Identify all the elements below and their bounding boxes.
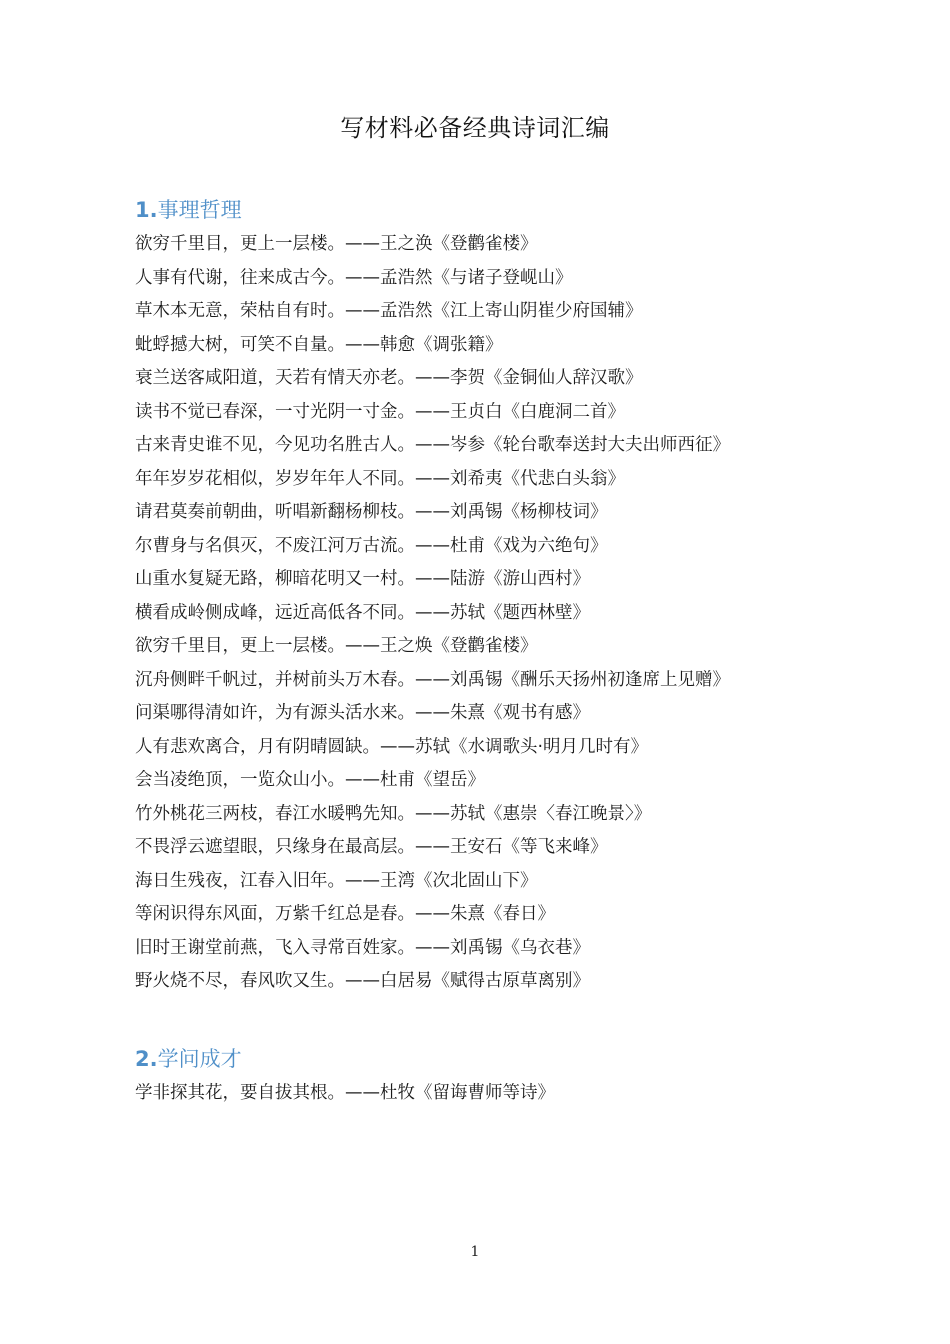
page-number: 1 xyxy=(470,1244,480,1260)
poem-line: 横看成岭侧成峰，远近高低各不同。——苏轼《题西林壁》 xyxy=(135,602,590,623)
poem-line: 古来青史谁不见，今见功名胜古人。——岑参《轮台歌奉送封大夫出师西征》 xyxy=(135,435,730,455)
poem-line: 请君莫奏前朝曲，听唱新翻杨柳枝。——刘禹锡《杨柳枝词》 xyxy=(135,502,608,522)
poem-line: 旧时王谢堂前燕，飞入寻常百姓家。——刘禹锡《乌衣巷》 xyxy=(135,937,590,958)
poem-line: 欲穷千里目，更上一层楼。——王之涣《登鹳雀楼》 xyxy=(135,234,538,254)
poem-line: 学非探其花，要自拔其根。——杜牧《留诲曹师等诗》 xyxy=(135,1083,555,1103)
poem-line: 读书不觉已春深，一寸光阴一寸金。——王贞白《白鹿洞二首》 xyxy=(135,401,625,422)
poem-line: 竹外桃花三两枝，春江水暖鸭先知。——苏轼《惠崇〈春江晚景〉》 xyxy=(135,803,652,824)
poem-line: 野火烧不尽，春风吹又生。——白居易《赋得古原草离别》 xyxy=(135,971,590,991)
poem-line: 人有悲欢离合，月有阴晴圆缺。——苏轼《水调歌头·明月几时有》 xyxy=(135,736,649,757)
poem-line: 衰兰送客咸阳道，天若有情天亦老。——李贺《金铜仙人辞汉歌》 xyxy=(135,368,643,388)
poem-line: 尔曹身与名俱灭，不废江河万古流。——杜甫《戏为六绝句》 xyxy=(135,535,608,556)
page-title: 写材料必备经典诗词汇编 xyxy=(340,114,610,142)
poem-list xyxy=(135,1077,835,1111)
poem-line: 年年岁岁花相似，岁岁年年人不同。——刘希夷《代悲白头翁》 xyxy=(135,468,625,489)
poem-line: 人事有代谢，往来成古今。——孟浩然《与诸子登岘山》 xyxy=(135,267,573,288)
section-heading-text: 学问成才 xyxy=(157,1047,242,1071)
poem-line: 海日生残夜，江春入旧年。——王湾《次北固山下》 xyxy=(135,870,538,891)
poem-line: 欲穷千里目，更上一层楼。——王之焕《登鹳雀楼》 xyxy=(135,636,538,656)
section-heading xyxy=(135,194,835,226)
section-heading xyxy=(135,1043,835,1075)
poem-line: 蚍蜉撼大树，可笑不自量。——韩愈《调张籍》 xyxy=(135,334,503,355)
poem-line: 山重水复疑无路，柳暗花明又一村。——陆游《游山西村》 xyxy=(135,569,590,589)
poem-line: 会当凌绝顶，一览众山小。——杜甫《望岳》 xyxy=(135,770,485,790)
poem-line: 不畏浮云遮望眼，只缘身在最高层。——王安石《等飞来峰》 xyxy=(135,837,608,857)
section-number: 1. xyxy=(135,198,158,222)
poem-line: 问渠哪得清如许，为有源头活水来。——朱熹《观书有感》 xyxy=(135,703,590,723)
section-number: 2. xyxy=(135,1047,158,1071)
section-shili-zheli xyxy=(135,194,835,999)
poem-line: 草木本无意，荣枯自有时。——孟浩然《江上寄山阴崔少府国辅》 xyxy=(135,301,643,321)
poem-list xyxy=(135,228,835,999)
poem-line: 沉舟侧畔千帆过，并树前头万木春。——刘禹锡《酬乐天扬州初逢席上见赠》 xyxy=(135,669,730,690)
section-xuewen-chengcai xyxy=(135,1043,835,1111)
section-heading-text: 事理哲理 xyxy=(157,198,242,222)
poem-line: 等闲识得东风面，万紫千红总是春。——朱熹《春日》 xyxy=(135,904,555,924)
